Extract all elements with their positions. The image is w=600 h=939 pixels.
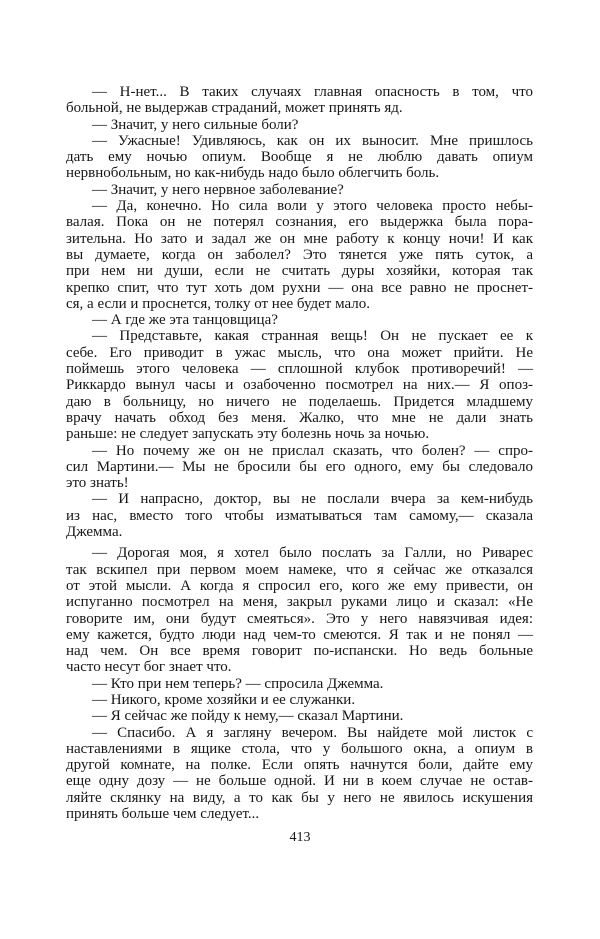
text-line: — И напрасно, доктор, вы не послали вчера за кем-нибудь <box>92 491 533 508</box>
paragraph <box>66 312 533 328</box>
text-line: — Представьте, какая странная вещь! Он не пускает ее к <box>92 328 533 345</box>
text-line: валая. Пока он не потерял сознания, его выдержка была пора- <box>66 214 533 231</box>
page-number: 413 <box>289 830 311 845</box>
paragraph <box>66 117 533 133</box>
text-line: крепко спит, что тут хоть дом рухни — она все равно не проснет- <box>66 279 533 296</box>
text-line: вы думаете, когда он заболел? Это тянется уже пять суток, а <box>66 246 533 263</box>
text-line: над чем. Он все время говорит по-испански. Но ведь больные <box>66 643 533 660</box>
text-line: часто несут бог знает что. <box>66 659 232 676</box>
paragraph <box>66 182 533 198</box>
paragraph <box>66 443 533 492</box>
paragraph <box>66 708 533 724</box>
text-line: — Никого, кроме хозяйки и ее служанки. <box>92 691 356 708</box>
paragraph <box>66 676 533 692</box>
paragraph <box>66 133 533 182</box>
text-line: так вскипел при первом моем намеке, что я сейчас же отказался <box>66 561 533 578</box>
text-line: ему кажется, будто люди над чем-то смеются. Я так и не понял — <box>66 626 533 643</box>
paragraph <box>66 725 533 823</box>
text-line: — Я сейчас же пойду к нему,— сказал Мартини. <box>92 708 404 725</box>
paragraph <box>66 491 533 540</box>
text-line: — Ужасные! Удивляюсь, как он их выносит. Мне пришлось <box>92 132 533 149</box>
text-line: зительна. Но зато и задал же он мне работу к концу ночи! И как <box>66 230 533 247</box>
text-line: поймешь этого человека — сплошной клубок противоречий! — <box>66 361 533 378</box>
text-line: — Кто при нем теперь? — спросила Джемма. <box>92 675 384 692</box>
text-line: дать ему ночью опиум. Вообще я не люблю давать опиум <box>66 149 533 166</box>
text-line: из нас, вместо того чтобы изматываться там самому,— сказала <box>66 507 533 524</box>
paragraph <box>66 84 533 117</box>
text-line: от этой мысли. А когда я спросил его, кого же ему привести, он <box>66 577 533 594</box>
text-line: наставлениями в ящике стола, что у большого окна, а опиум в <box>66 740 533 757</box>
text-line: — Да, конечно. Но сила воли у этого человека просто небы- <box>92 198 533 215</box>
text-line: — Спасибо. А я загляну вечером. Вы найдете мой листок с <box>92 724 533 741</box>
text-line: ляйте склянку на виду, а то как бы у него не явилось искушения <box>66 789 533 806</box>
text-line: нервнобольным, но как-нибудь надо было облегчить боль. <box>66 165 440 182</box>
paragraph <box>66 328 533 442</box>
text-line: — Значит, у него нервное заболевание? <box>92 181 344 198</box>
text-line: Риккардо вынул часы и озабоченно посмотрел на них.— Я опоз- <box>66 377 533 394</box>
text-line: — Значит, у него сильные боли? <box>92 116 299 133</box>
text-line: — А где же эта танцовщица? <box>92 312 278 329</box>
text-line: испуганно посмотрел на меня, закрыл руками лицо и сказал: «Не <box>66 594 533 611</box>
text-line: раньше: не следует запускать эту болезнь ночь за ночью. <box>66 426 430 443</box>
text-line: еще одну дозу — не больше одной. И ни в коем случае не остав- <box>66 773 533 790</box>
text-line: себе. Его приводит в ужас мысль, что она может прийти. Не <box>66 344 533 361</box>
text-line: — Но почему же он не прислал сказать, что болен? — спро- <box>92 442 533 459</box>
text-line: при нем ни души, если не считать дуры хозяйки, которая так <box>66 263 533 280</box>
text-line: это знать! <box>66 475 129 492</box>
text-line: — Н-нет... В таких случаях главная опасность в том, что <box>92 84 533 100</box>
text-line: сил Мартини.— Мы не бросили бы его одного, ему бы следовало <box>66 458 533 475</box>
text-line: говорите им, они будут смеяться». Это у него навязчивая идея: <box>66 610 533 627</box>
paragraph <box>66 545 533 675</box>
text-line: Джемма. <box>66 524 123 541</box>
text-line: другой комнате, на полке. Если опять начнутся боли, дайте ему <box>66 757 533 774</box>
page-body-text <box>66 84 533 822</box>
text-line: принять больше чем следует... <box>66 806 260 823</box>
text-line: больной, не выдержав страданий, может принять яд. <box>66 100 403 117</box>
text-line: — Дорогая моя, я хотел было послать за Галли, но Риварес <box>92 545 533 562</box>
paragraph <box>66 198 533 312</box>
text-line: врачу начать обход без меня. Жалко, что мне не дали знать <box>66 409 533 426</box>
text-line: даю в больницу, но ничего не поделаешь. Придется младшему <box>66 393 533 410</box>
paragraph <box>66 692 533 708</box>
text-line: ся, а если и проснется, толку от нее будет мало. <box>66 295 371 312</box>
